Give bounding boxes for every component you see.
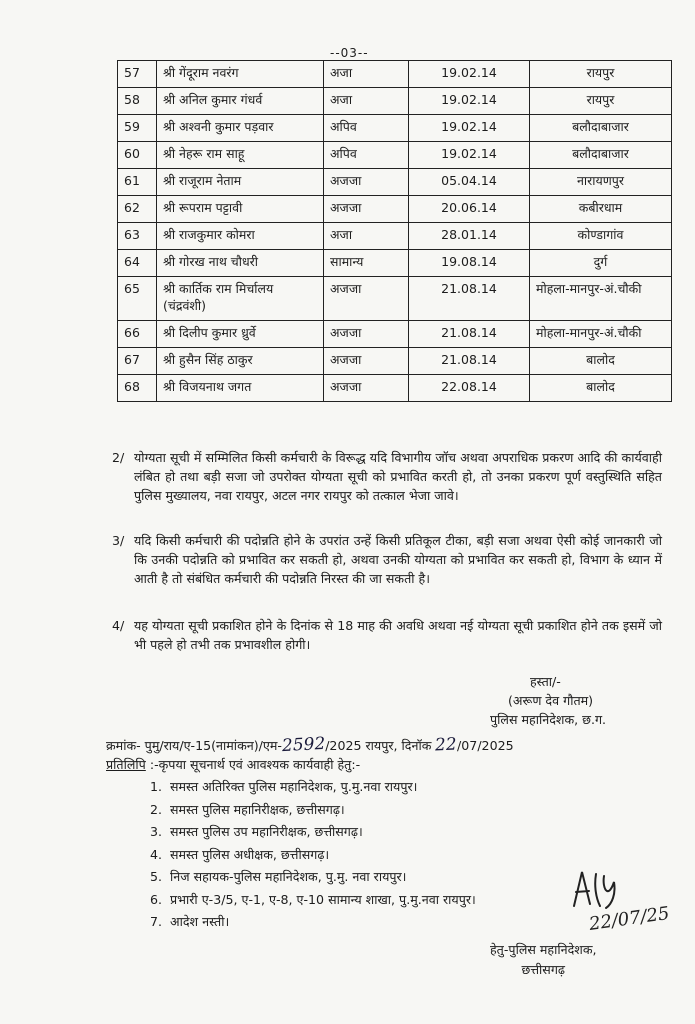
footer-line-1: हेतु-पुलिस महानिदेशक, (490, 942, 597, 957)
list-item: 5. निज सहायक-पुलिस महानिदेशक, पु.मु. नवा रायपुर। (150, 869, 407, 884)
list-item: 6. प्रभारी ए-3/5, ए-1, ए-8, ए-10 सामान्य शाखा, पु.मु.नवा रायपुर। (150, 891, 476, 907)
posting-place: नारायणपुर (530, 169, 672, 196)
reference-line (106, 733, 686, 757)
serial-number: 62 (118, 196, 157, 223)
table-row (118, 88, 672, 115)
clause-3 (112, 531, 662, 588)
employee-name: श्री रूपराम पट्टावी (157, 196, 324, 223)
date: 21.08.14 (409, 348, 530, 375)
category: अजा (324, 61, 409, 88)
date: 19.02.14 (409, 142, 530, 169)
serial-number: 65 (118, 277, 157, 321)
distribution-list (150, 776, 476, 934)
reference-middle: /2025 रायपुर, दिनॉक (325, 738, 432, 753)
date: 28.01.14 (409, 223, 530, 250)
date: 19.08.14 (409, 250, 530, 277)
posting-place: बालोद (530, 348, 672, 375)
employee-name: श्री अनिल कुमार गंधर्व (157, 88, 324, 115)
employee-name: श्री अश्वनी कुमार पड़वार (157, 115, 324, 142)
employee-name: श्री कार्तिक राम मिर्चालय (चंद्रवंशी) (157, 277, 324, 321)
employee-name: श्री गोरख नाथ चौधरी (157, 250, 324, 277)
posting-place: कोण्डागांव (530, 223, 672, 250)
date: 21.08.14 (409, 277, 530, 321)
date: 19.02.14 (409, 115, 530, 142)
category: अजजा (324, 375, 409, 402)
list-item: 1. समस्त अतिरिक्त पुलिस महानिदेशक, पु.मु.नवा रायपुर। (150, 779, 418, 794)
serial-number: 67 (118, 348, 157, 375)
date: 22.08.14 (409, 375, 530, 402)
posting-place: बालोद (530, 375, 672, 402)
signatory-name: (अरूण देव गौतम) (508, 693, 594, 708)
table-row (118, 61, 672, 88)
category: अपिव (324, 115, 409, 142)
category: अजजा (324, 348, 409, 375)
employee-name: श्री विजयनाथ जगत (157, 375, 324, 402)
category: अजा (324, 223, 409, 250)
footer-line-2: छत्तीसगढ़ (521, 962, 566, 977)
serial-number: 66 (118, 321, 157, 348)
signatory-designation: पुलिस महानिदेशक, छ.ग. (490, 712, 607, 727)
serial-number: 68 (118, 375, 157, 402)
posting-place: बलौदाबाजार (530, 142, 672, 169)
employee-name: श्री राजूराम नेताम (157, 169, 324, 196)
reference-suffix: /07/2025 (457, 738, 514, 753)
category: अपिव (324, 142, 409, 169)
table-row (118, 321, 672, 348)
posting-place: रायपुर (530, 61, 672, 88)
signed-mark: हस्ता/- (530, 674, 561, 689)
table-row (118, 115, 672, 142)
table-row (118, 375, 672, 402)
posting-place: मोहला-मानपुर-अं.चौकी (530, 321, 672, 348)
table-row (118, 348, 672, 375)
table-row (118, 169, 672, 196)
clause-number: 2/ (112, 450, 125, 465)
date: 05.04.14 (409, 169, 530, 196)
category: अजजा (324, 321, 409, 348)
serial-number: 58 (118, 88, 157, 115)
signature-block (490, 672, 606, 729)
serial-number: 63 (118, 223, 157, 250)
date: 19.02.14 (409, 88, 530, 115)
posting-place: कबीरधाम (530, 196, 672, 223)
category: अजजा (324, 196, 409, 223)
date: 21.08.14 (409, 321, 530, 348)
reference-day: 22 (434, 734, 458, 756)
employee-name: श्री दिलीप कुमार ध्रुर्वे (157, 321, 324, 348)
clause-number: 4/ (112, 618, 125, 633)
clause-4 (112, 616, 662, 654)
serial-number: 57 (118, 61, 157, 88)
table-row (118, 196, 672, 223)
employee-name: श्री राजकुमार कोमरा (157, 223, 324, 250)
list-item: 4. समस्त पुलिस अधीक्षक, छत्तीसगढ़। (150, 846, 330, 862)
serial-number: 59 (118, 115, 157, 142)
employee-name: श्री गेंदूराम नवरंग (157, 61, 324, 88)
handwritten-initials-signature (560, 864, 690, 940)
category: अजजा (324, 169, 409, 196)
clause-2 (112, 448, 662, 505)
table-row (118, 142, 672, 169)
posting-place: रायपुर (530, 88, 672, 115)
category: अजा (324, 88, 409, 115)
serial-number: 64 (118, 250, 157, 277)
copy-text: :-कृपया सूचनार्थ एवं आवश्यक कार्यवाही हेतु:- (149, 757, 361, 772)
date: 19.02.14 (409, 61, 530, 88)
page-number: --03-- (330, 46, 369, 60)
category: अजजा (324, 277, 409, 321)
table-row (118, 277, 672, 321)
footer-signatory (490, 940, 597, 980)
posting-place: बलौदाबाजार (530, 115, 672, 142)
table-row (118, 250, 672, 277)
clause-text: योग्यता सूची में सम्मिलित किसी कर्मचारी के विरूद्ध यदि विभागीय जॉच अथवा अपराधिक प्रकरण आदि की कार्यवाही लंबित हो तथा बड़ी सजा जो उपरोक्त योग्यता सूची को प्रभावित करती हो, तो उनका प्रकरण पूर्ण वस्तुस्थिति सहित पुलिस मुख्यालय, नवा रायपुर, अटल नगर रायपुर को तत्काल भेजा जावे। (134, 450, 662, 503)
list-item: 2. समस्त पुलिस महानिरीक्षक, छत्तीसगढ़। (150, 801, 345, 817)
reference-number: 2592 (281, 733, 326, 757)
table-row (118, 223, 672, 250)
reference-prefix: क्रमांक- पुमु/राय/ए-15(नामांकन)/एम- (106, 738, 282, 753)
category: सामान्य (324, 250, 409, 277)
posting-place: मोहला-मानपुर-अं.चौकी (530, 277, 672, 321)
date: 20.06.14 (409, 196, 530, 223)
clause-text: यदि किसी कर्मचारी की पदोन्नति होने के उपरांत उन्हें किसी प्रतिकूल टीका, बड़ी सजा अथवा ऐसी कोई जानकारी जो कि उनकी पदोन्नति को प्रभावित कर सकती हो, अथवा उनकी योग्यता को प्रभावित कर सकती हो, विभाग के ध्यान में आती है तो संबंधित कर्मचारी की पदोन्नति निरस्त की जा सकती है। (134, 533, 662, 586)
copy-to-line (106, 756, 360, 774)
promotion-list-table (117, 60, 672, 402)
employee-name: श्री नेहरू राम साहू (157, 142, 324, 169)
list-item: 7. आदेश नस्ती। (150, 914, 230, 929)
serial-number: 60 (118, 142, 157, 169)
clause-number: 3/ (112, 533, 125, 548)
employee-name: श्री हुसैन सिंह ठाकुर (157, 348, 324, 375)
list-item: 3. समस्त पुलिस उप महानिरीक्षक, छत्तीसगढ़। (150, 824, 363, 839)
serial-number: 61 (118, 169, 157, 196)
initials-date: 22/07/25 (587, 902, 671, 935)
copy-label: प्रतिलिपि (106, 757, 146, 772)
posting-place: दुर्ग (530, 250, 672, 277)
clause-text: यह योग्यता सूची प्रकाशित होने के दिनांक से 18 माह की अवधि अथवा नई योग्यता सूची प्रकाशित होने तक इसमें जो भी पहले हो तभी तक प्रभावशील होगी। (134, 618, 662, 652)
